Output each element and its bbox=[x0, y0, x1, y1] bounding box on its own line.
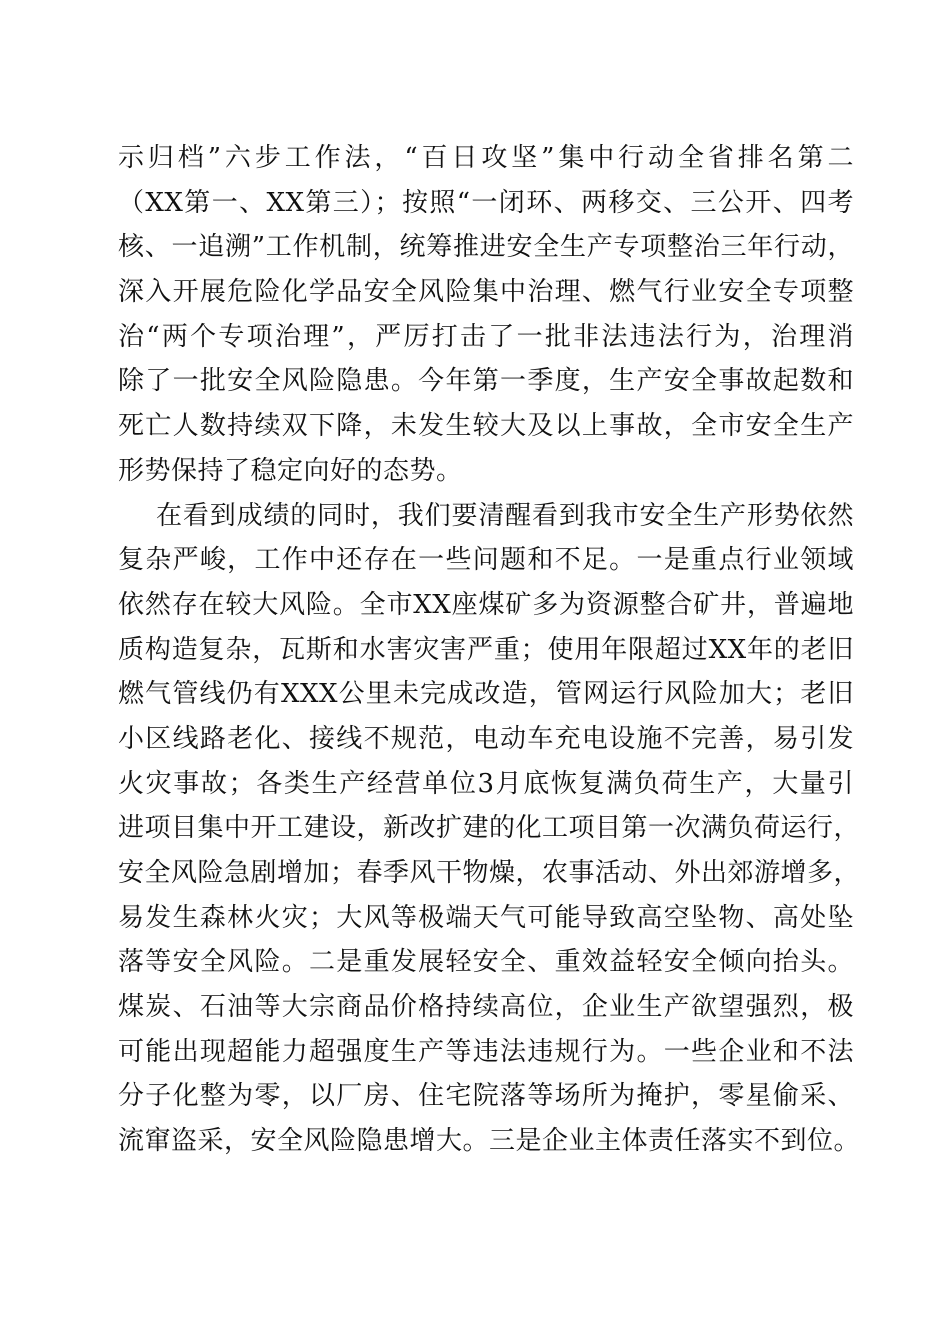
paragraph-2-line: 在看到成绩的同时，我们要清醒看到我市安全生产形势依然 bbox=[156, 500, 854, 531]
paragraph-2-line: 火灾事故；各类生产经营单位3月底恢复满负荷生产，大量引 bbox=[118, 768, 854, 799]
paragraph-1-line: 核、一追溯”工作机制，统筹推进安全生产专项整治三年行动， bbox=[118, 232, 854, 263]
paragraph-2-line: 质构造复杂，瓦斯和水害灾害严重；使用年限超过XX年的老旧 bbox=[118, 634, 854, 665]
paragraph-2-line: 流窜盗采，安全风险隐患增大。三是企业主体责任落实不到位。 bbox=[118, 1126, 861, 1157]
paragraph-1-line: 治“两个专项治理”，严厉打击了一批非法违法行为，治理消 bbox=[118, 321, 854, 352]
paragraph-1-line: 深入开展危险化学品安全风险集中治理、燃气行业安全专项整 bbox=[118, 277, 854, 308]
paragraph-2-line: 复杂严峻，工作中还存在一些问题和不足。一是重点行业领域 bbox=[118, 545, 854, 576]
paragraph-2-line: 分子化整为零，以厂房、住宅院落等场所为掩护，零星偷采、 bbox=[118, 1081, 854, 1112]
paragraph-2-line: 可能出现超能力超强度生产等违法违规行为。一些企业和不法 bbox=[118, 1036, 854, 1067]
paragraph-2-line: 易发生森林火灾；大风等极端天气可能导致高空坠物、高处坠 bbox=[118, 902, 854, 933]
paragraph-1-line: 死亡人数持续双下降，未发生较大及以上事故，全市安全生产 bbox=[118, 411, 854, 442]
paragraph-1-line: （XX第一、XX第三）；按照“一闭环、两移交、三公开、四考 bbox=[118, 187, 854, 218]
paragraph-2-line: 燃气管线仍有XXX公里未完成改造，管网运行风险加大；老旧 bbox=[118, 679, 854, 710]
paragraph-2-line: 小区线路老化、接线不规范，电动车充电设施不完善，易引发 bbox=[118, 723, 854, 754]
paragraph-1-line: 示归档”六步工作法，“百日攻坚”集中行动全省排名第二 bbox=[118, 143, 854, 173]
document-body bbox=[118, 136, 861, 1164]
paragraph-1-line: 形势保持了稳定向好的态势。 bbox=[118, 455, 463, 486]
paragraph-2-line: 煤炭、石油等大宗商品价格持续高位，企业生产欲望强烈，极 bbox=[118, 992, 854, 1023]
paragraph-1 bbox=[118, 136, 854, 494]
paragraph-1-line: 除了一批安全风险隐患。今年第一季度，生产安全事故起数和 bbox=[118, 366, 854, 397]
paragraph-2-line: 进项目集中开工建设，新改扩建的化工项目第一次满负荷运行， bbox=[118, 813, 861, 844]
paragraph-2-line: 安全风险急剧增加；春季风干物燥，农事活动、外出郊游增多， bbox=[118, 858, 861, 888]
paragraph-2-line: 依然存在较大风险。全市XX座煤矿多为资源整合矿井，普遍地 bbox=[118, 589, 854, 620]
paragraph-2-line: 落等安全风险。二是重发展轻安全、重效益轻安全倾向抬头。 bbox=[118, 947, 854, 978]
paragraph-2 bbox=[118, 494, 861, 1164]
